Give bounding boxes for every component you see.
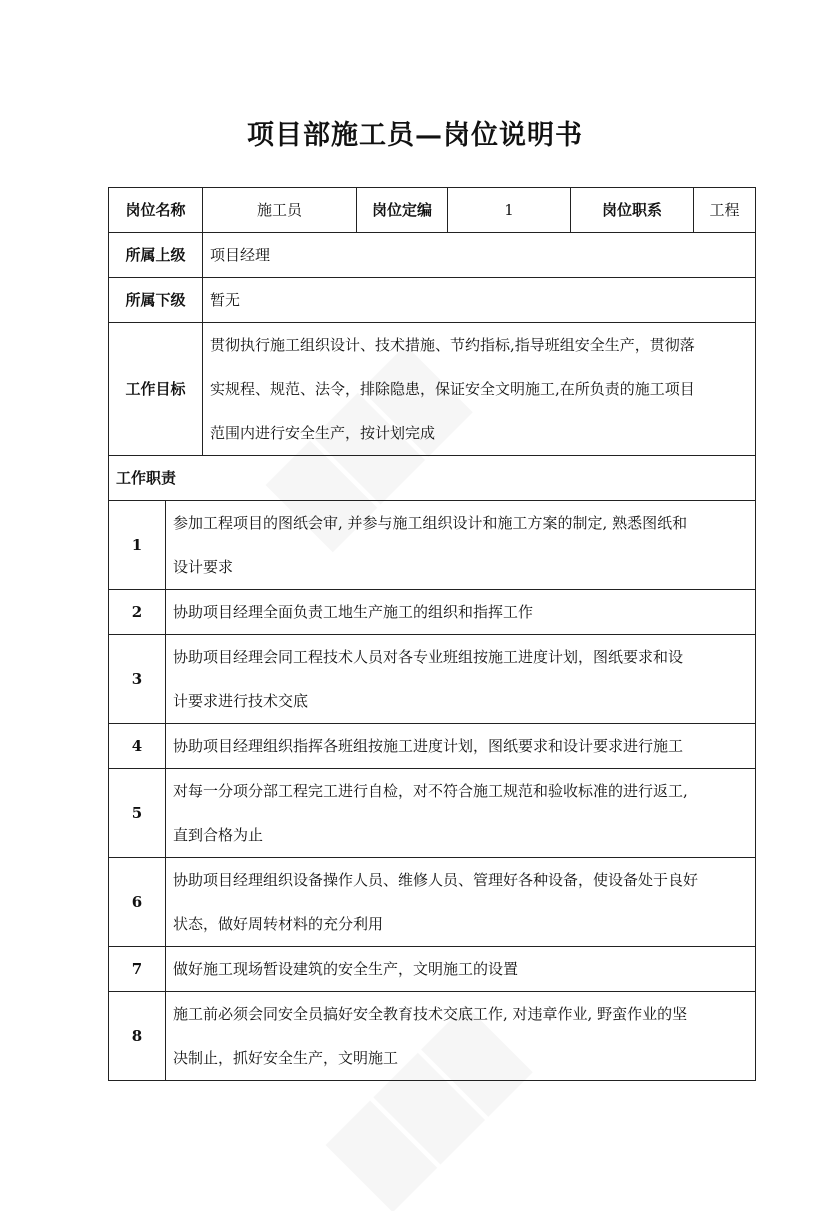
work-goal-row <box>109 323 756 456</box>
duty-text: 做好施工现场暂设建筑的安全生产，文明施工的设置 <box>166 947 756 992</box>
duty-text <box>166 501 756 590</box>
duty-text <box>166 858 756 947</box>
work-goal-line: 范围内进行安全生产，按计划完成 <box>210 424 436 442</box>
duty-row <box>109 992 756 1081</box>
duty-row <box>109 858 756 947</box>
position-name-label: 岗位名称 <box>109 188 203 233</box>
duty-row <box>109 590 756 635</box>
work-goal-line: 贯彻执行施工组织设计、技术措施、节约指标,指导班组安全生产，贯彻落 <box>210 336 695 354</box>
duty-line: 协助项目经理组织设备操作人员、维修人员、管理好各种设备，使设备处于良好 <box>173 871 699 889</box>
document-title: 项目部施工员—岗位说明书 <box>247 120 583 151</box>
duty-text <box>166 769 756 858</box>
duty-row <box>109 947 756 992</box>
subordinate-label: 所属下级 <box>109 278 203 323</box>
headcount-value: 1 <box>448 188 571 233</box>
work-goal-line: 实规程、规范、法令，排除隐患，保证安全文明施工,在所负责的施工项目 <box>210 380 695 398</box>
duty-number: 4 <box>109 724 166 769</box>
duties-section-row <box>109 456 756 501</box>
duty-number: 6 <box>109 858 166 947</box>
duty-text <box>166 635 756 724</box>
duty-text: 协助项目经理组织指挥各班组按施工进度计划，图纸要求和设计要求进行施工 <box>166 724 756 769</box>
job-description-table <box>108 187 756 1081</box>
duty-line: 参加工程项目的图纸会审, 并参与施工组织设计和施工方案的制定, 熟悉图纸和 <box>173 514 688 532</box>
superior-value: 项目经理 <box>203 233 756 278</box>
duty-number: 2 <box>109 590 166 635</box>
superior-label: 所属上级 <box>109 233 203 278</box>
duty-row <box>109 501 756 590</box>
duty-line: 直到合格为止 <box>173 826 264 844</box>
duty-line: 协助项目经理会同工程技术人员对各专业班组按施工进度计划，图纸要求和设 <box>173 648 684 666</box>
duty-row <box>109 635 756 724</box>
duty-number: 3 <box>109 635 166 724</box>
superior-row <box>109 233 756 278</box>
job-family-value: 工程 <box>694 188 756 233</box>
header-row <box>109 188 756 233</box>
duty-line: 设计要求 <box>173 558 234 576</box>
duty-number: 7 <box>109 947 166 992</box>
duty-line: 状态，做好周转材料的充分利用 <box>173 915 384 933</box>
duty-row <box>109 769 756 858</box>
duty-number: 1 <box>109 501 166 590</box>
duty-line: 对每一分项分部工程完工进行自检，对不符合施工规范和验收标准的进行返工, <box>173 782 688 800</box>
duty-line: 计要求进行技术交底 <box>173 692 309 710</box>
work-goal-label: 工作目标 <box>109 323 203 456</box>
work-goal-value <box>203 323 756 456</box>
duty-row <box>109 724 756 769</box>
duty-number: 8 <box>109 992 166 1081</box>
position-name-value: 施工员 <box>203 188 357 233</box>
duty-line: 决制止，抓好安全生产，文明施工 <box>173 1049 399 1067</box>
duties-section-label: 工作职责 <box>109 456 756 501</box>
headcount-label: 岗位定编 <box>357 188 448 233</box>
duty-text: 协助项目经理全面负责工地生产施工的组织和指挥工作 <box>166 590 756 635</box>
duty-line: 施工前必须会同安全员搞好安全教育技术交底工作, 对违章作业, 野蛮作业的坚 <box>173 1005 688 1023</box>
duty-number: 5 <box>109 769 166 858</box>
job-family-label: 岗位职系 <box>571 188 694 233</box>
duty-text <box>166 992 756 1081</box>
subordinate-row <box>109 278 756 323</box>
subordinate-value: 暂无 <box>203 278 756 323</box>
